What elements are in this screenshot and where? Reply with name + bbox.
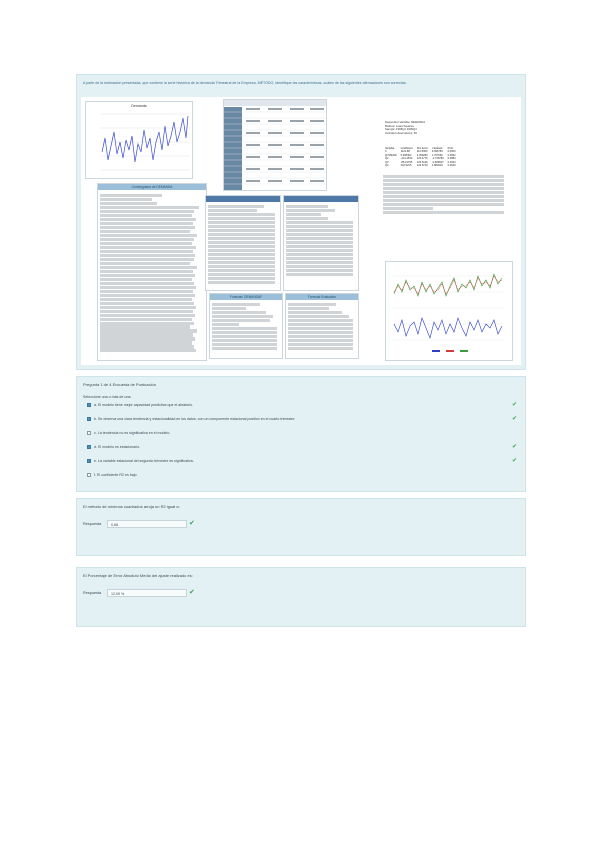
- option-b[interactable]: [87, 417, 295, 421]
- correct-check-icon: ✔: [511, 444, 517, 450]
- reg-cell: Q3: [385, 160, 389, 164]
- output-window-2: [283, 195, 359, 291]
- reg-cell: 0.0832: [447, 153, 456, 157]
- option-e[interactable]: [87, 459, 194, 463]
- correct-check-icon: ✔: [189, 589, 195, 596]
- option-c[interactable]: [87, 431, 170, 435]
- reg-cell: 0.4934: [447, 160, 456, 164]
- reg-cell: C: [385, 150, 387, 154]
- window-title-bar: [206, 196, 280, 202]
- question-intro: A partir de la estimación presentada, que contiene la serie histórica de la demanda Trimestral de la Empresa, MÉTODO, identifique las características, cuáles de las siguientes afirmaciones son correctas:: [83, 81, 407, 85]
- checkbox[interactable]: [87, 445, 91, 449]
- reg-cell: 112.5060: [416, 150, 428, 154]
- reg-cell: 5.938462: [400, 153, 412, 157]
- evaluation-title: Forecast Evaluation: [286, 294, 358, 300]
- checkbox[interactable]: [87, 473, 91, 477]
- reg-cell: 1.884919: [431, 164, 443, 168]
- answer-field[interactable]: 0,68: [107, 520, 187, 528]
- option-d[interactable]: [87, 445, 140, 449]
- window-rows: [208, 205, 278, 285]
- checkbox[interactable]: [87, 459, 91, 463]
- reg-head-1: Coefficient: [400, 147, 413, 150]
- correct-check-icon: ✔: [511, 402, 517, 408]
- correlogram-table: [97, 183, 207, 361]
- checkbox[interactable]: [87, 417, 91, 421]
- residual-svg: [386, 262, 512, 360]
- checkbox[interactable]: [87, 403, 91, 407]
- forecast-rows: [212, 303, 280, 351]
- option-label: c. La tendencia no es significativa en el modelo.: [94, 431, 171, 435]
- reg-head-2: Std. Error: [416, 147, 428, 150]
- demand-chart-title: Demanda: [131, 104, 147, 108]
- regression-table: [383, 147, 458, 167]
- correct-check-icon: ✔: [511, 458, 517, 464]
- reg-cell: 1.767660: [431, 153, 443, 157]
- reg-cell: 123.5710: [416, 164, 428, 168]
- option-label: b. Se observa una clara tendencia y estacionalidad en los datos, con un componente estacional positivo en el cuarto trimestre.: [94, 417, 296, 421]
- reg-cell: 123.4770: [416, 157, 428, 161]
- figures-area: [81, 97, 521, 365]
- question-3-title: El método de mínimos cuadrados arroja un R2 igual a:: [83, 504, 180, 509]
- reg-cell: Q4: [385, 164, 389, 168]
- correlogram-title: Correlograma de DEMANDA: [98, 184, 206, 190]
- reg-cell: Q2: [385, 157, 389, 161]
- evaluation-rows: [288, 303, 356, 351]
- option-label: d. El modelo es estacionario.: [94, 445, 141, 449]
- correlogram-rows: [100, 194, 204, 353]
- demand-line-chart: [85, 101, 193, 179]
- window-rows: [286, 205, 356, 277]
- question-4-title: El Porcentaje de Error Absoluto Medio del ajuste realizado es:: [83, 573, 193, 578]
- option-f[interactable]: [87, 473, 138, 477]
- question-panel-4: [76, 567, 526, 627]
- reg-cell: -214.4530: [400, 157, 413, 161]
- forecast-evaluation: [285, 293, 359, 359]
- correct-check-icon: ✔: [189, 520, 195, 527]
- answer-label: Respuesta: [83, 522, 102, 526]
- question-panel-1: [76, 74, 526, 370]
- reg-head-0: Variable: [385, 147, 395, 150]
- window-title-bar: [284, 196, 358, 202]
- reg-head-3: t-Statistic: [431, 147, 443, 150]
- regression-stats: [383, 175, 509, 215]
- data-spreadsheet: [223, 99, 327, 191]
- reg-cell: 232.9215: [400, 164, 412, 168]
- reg-cell: 0.0883: [447, 157, 456, 161]
- spreadsheet-grid: [224, 100, 327, 191]
- forecast-title: Forecast: DEMANDAF: [210, 294, 282, 300]
- regression-output: [381, 119, 511, 257]
- question-panel-2: [76, 376, 526, 492]
- reg-cell: -1.736783: [431, 157, 444, 161]
- option-label: f. El coeficiente R2 es bajo.: [94, 473, 138, 477]
- reg-head-4: Prob.: [447, 147, 454, 150]
- option-a[interactable]: [87, 403, 193, 407]
- option-label: a. El modelo tiene mejor capacidad predictiva que el aleatorio.: [94, 403, 194, 407]
- question-panel-3: [76, 498, 526, 556]
- regression-summary: Dependent Variable: DEMANDA Method: Least Squares Sample: 1996Q1 2009Q4 Included observations: 56: [385, 120, 426, 135]
- reg-cell: 123.5126: [416, 160, 428, 164]
- reg-cell: @TREND: [385, 153, 397, 157]
- question-2-subtitle: Seleccione una o más de una:: [83, 395, 132, 399]
- demand-line-svg: [86, 102, 192, 178]
- checkbox[interactable]: [87, 431, 91, 435]
- reg-cell: -0.689927: [431, 160, 444, 164]
- reg-cell: 1124.88: [400, 150, 410, 154]
- reg-cell: 3.359283: [416, 153, 428, 157]
- reg-cell: -85.21795: [400, 160, 413, 164]
- answer-field[interactable]: 12,09 %: [107, 589, 187, 597]
- reg-cell: 0.0649: [447, 164, 456, 168]
- question-2-title: Pregunta 1 de 4 Encuesta de Puntuación: [83, 382, 156, 387]
- reg-cell: 9.996784: [431, 150, 443, 154]
- forecast-output: [209, 293, 283, 359]
- correct-check-icon: ✔: [511, 416, 517, 422]
- reg-cell: 0.0000: [447, 150, 456, 154]
- answer-label: Respuesta: [83, 591, 102, 595]
- output-window-1: [205, 195, 281, 291]
- residual-chart: [385, 261, 513, 361]
- option-label: e. La variable estacional del segundo trimestre es significativa.: [94, 459, 194, 463]
